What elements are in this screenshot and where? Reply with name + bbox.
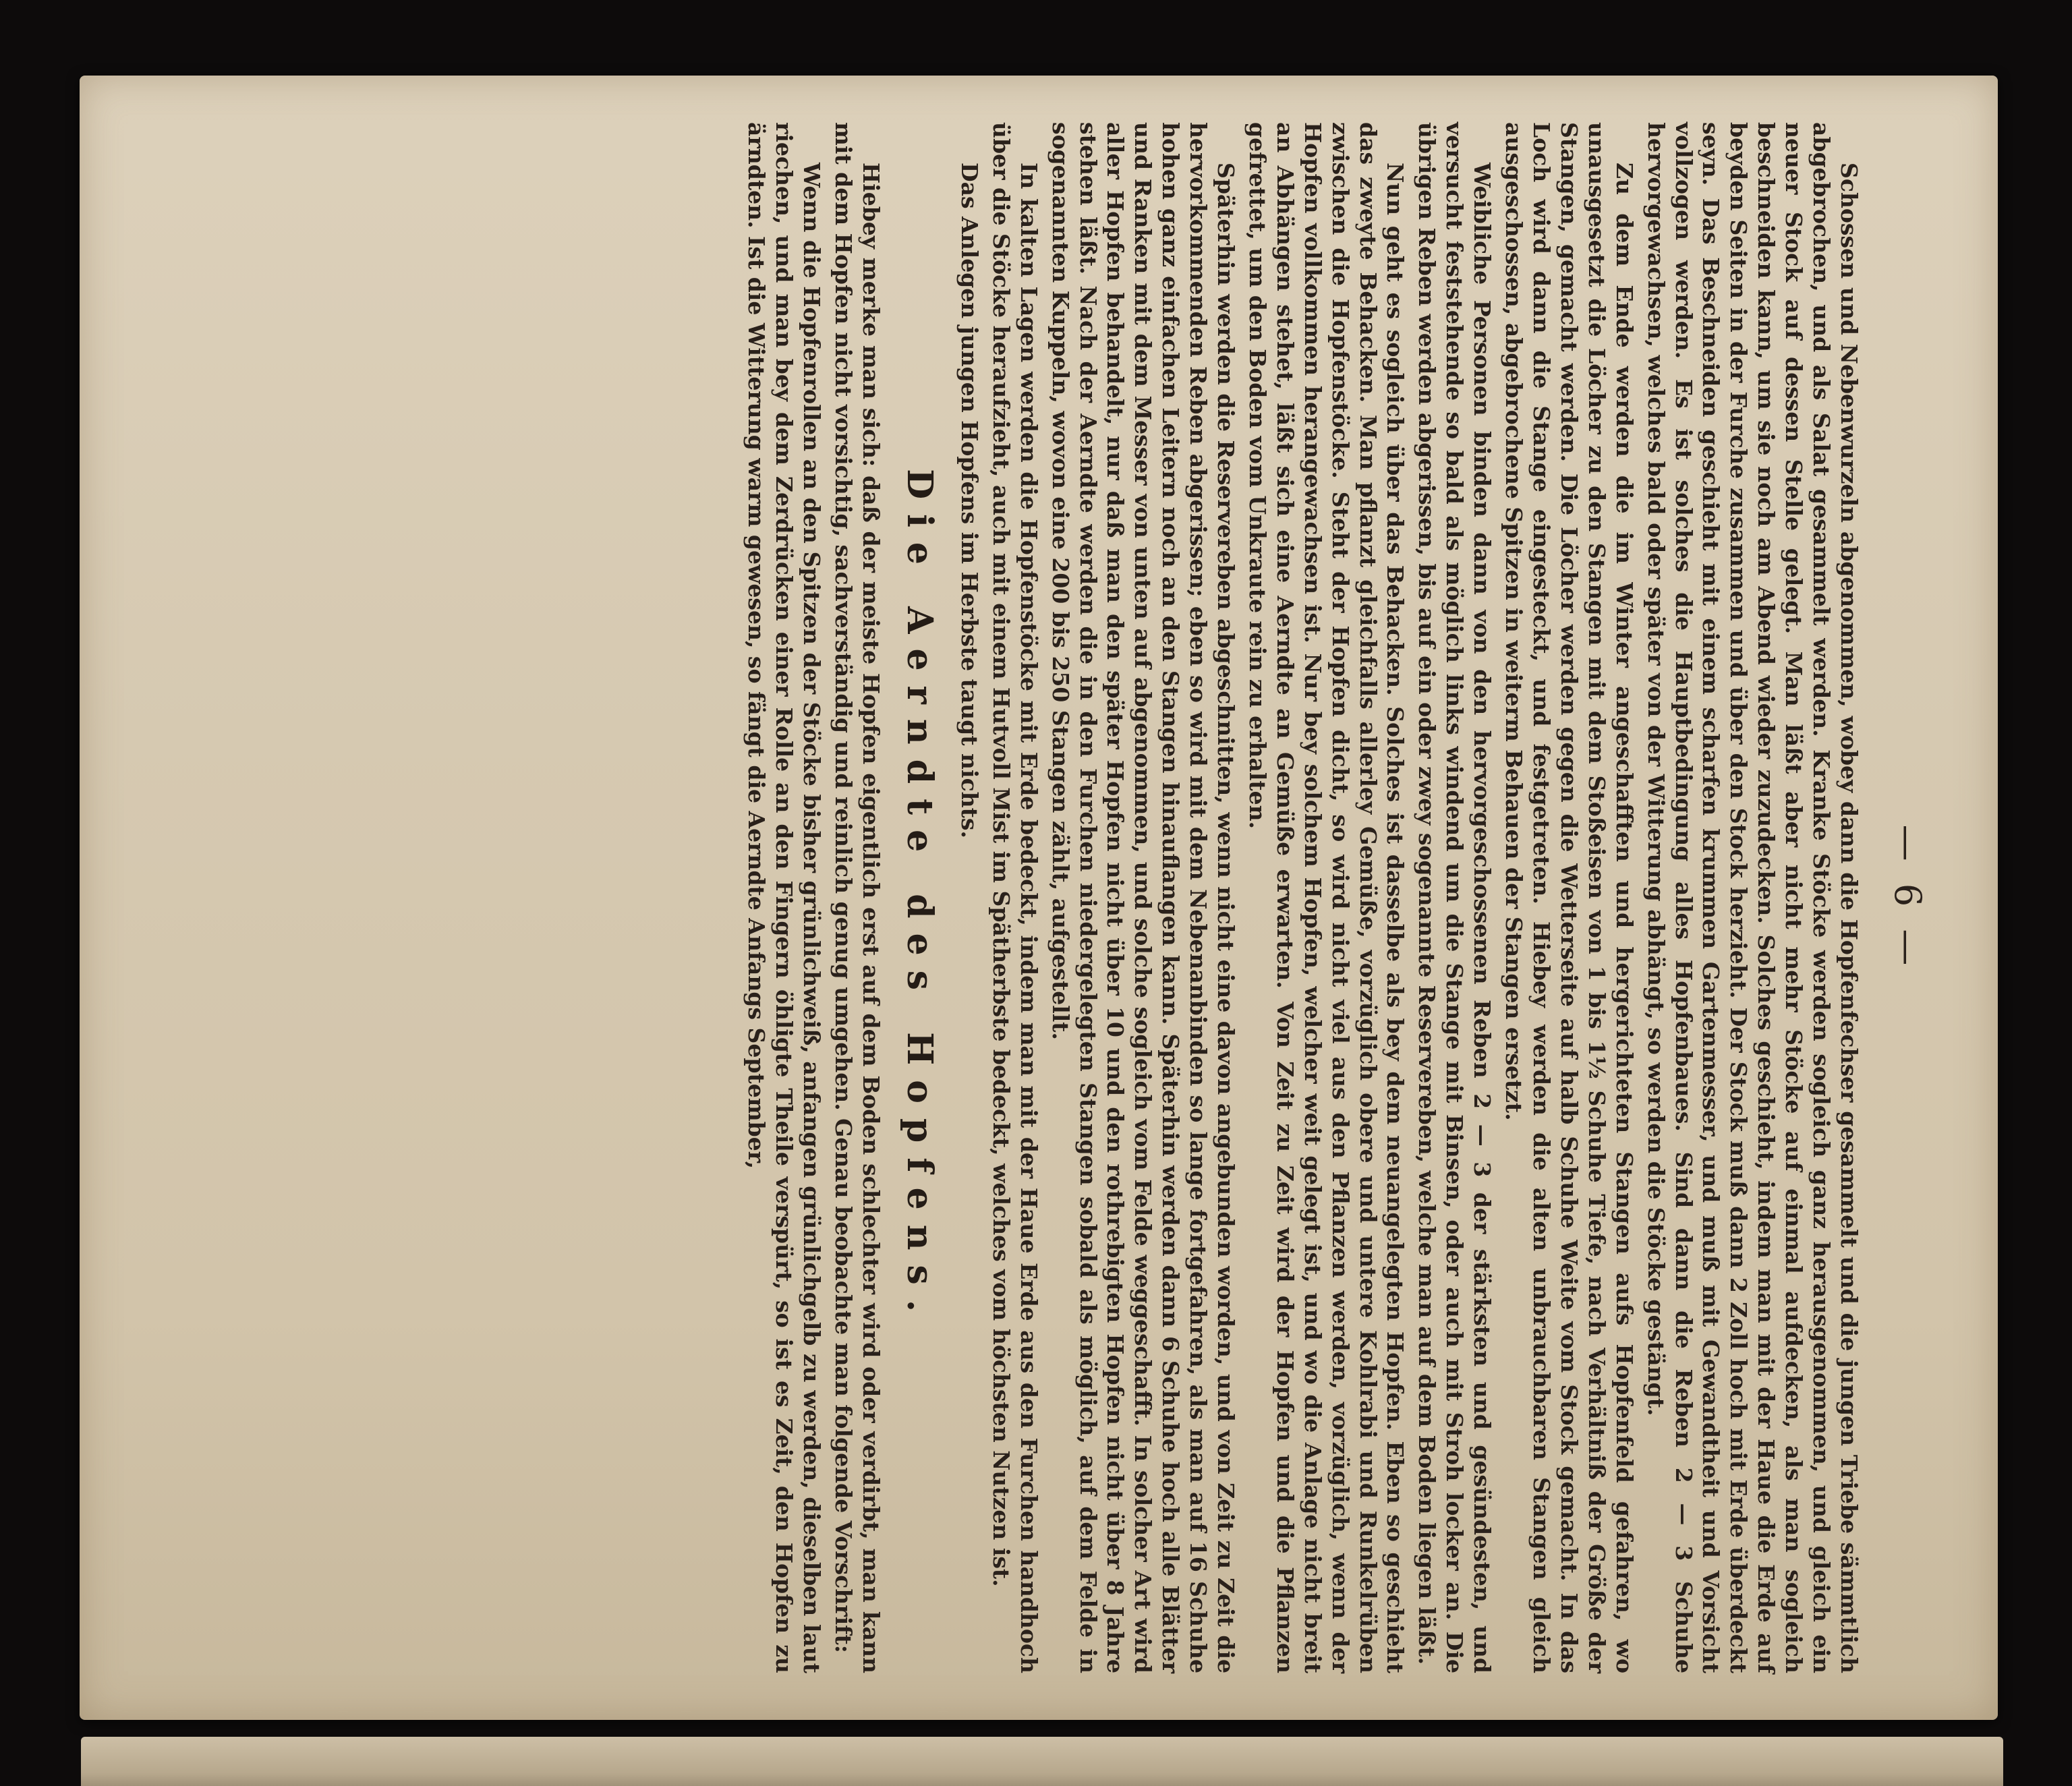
paragraph: In kalten Lagen werden die Hopfenstöcke mit Erde bedeckt, indem man mit der Haue Erde aus den Furchen handhoch über die Stöcke heraufzieht, auch mit einem Hutvoll Mist im Spätherbste bedeckt, welches vom höchsten Nutzen ist. (987, 122, 1042, 1673)
paragraph: Späterhin werden die Reservereben abgeschnitten, wenn nicht eine davon angebunden worden, und von Zeit zu Zeit die hervorkommenden Reben abgerissen; eben so wird mit dem Nebenanbinden so lange fortgefahren, als man auf 16 Schuhe hohen ganz einfachen Leitern noch an den Stangen hinauflangen kann. Späterhin werden dann 6 Schuhe hoch alle Blätter und Ranken mit dem Messer von unten auf abgenommen, und solche sogleich vom Felde weggeschafft. In solcher Art wird aller Hopfen behandelt, nur daß man den später Hopfen nicht über 10 und den rothrebigten Hopfen nicht über 8 Jahre stehen läßt. Nach der Aerndte werden die in den Furchen niedergelegten Stangen sobald als möglich, auf dem Felde in sogenannten Kuppeln, wovon eine 200 bis 250 Stangen zählt, aufgestellt. (1047, 122, 1240, 1673)
page-number: — 6 — (1887, 824, 1929, 971)
rotated-text-block (148, 122, 1929, 1673)
book-page (80, 76, 1998, 1720)
paragraph: Schossen und Nebenwurzeln abgenommen, wobey dann die Hopfenfechser gesammelt und die jungen Triebe sämmtlich abgebrochen, und als Salat gesammelt werden. Kranke Stöcke werden sogleich ganz herausgenommen, und gleich ein neuer Stock auf dessen Stelle gelegt. Man läßt aber nicht mehr Stöcke auf einmal aufdecken, als man sogleich beschneiden kann, um sie noch am Abend wieder zuzudecken. Solches geschieht, indem man mit der Haue die Erde auf beyden Seiten in der Furche zusammen und über den Stock herzieht. Der Stock muß dann 2 Zoll hoch mit Erde überdeckt seyn. Das Beschneiden geschieht mit einem scharfen krummen Gartenmesser, und muß mit Gewandtheit und Vorsicht vollzogen werden. Es ist solches die Hauptbedingung alles Hopfenbaues. Sind dann die Reben 2 — 3 Schuhe hervorgewachsen, welches bald oder später von der Witterung abhängt, so werden die Stöcke gestängt. (1642, 122, 1862, 1673)
paragraph: Zu dem Ende werden die im Winter angeschafften und hergerichteten Stangen aufs Hopfenfeld gefahren, wo unausgesetzt die Löcher zu den Stangen mit dem Stoßeisen von 1 bis 1½ Schuhe Tiefe, nach Verhältniß der Größe der Stangen, gemacht werden. Die Löcher werden gegen die Wetterseite auf halb Schuhe Weite vom Stock gemacht. In das Loch wird dann die Stange eingesteckt, und festgetreten. Hiebey werden die alten unbrauchbaren Stangen gleich ausgeschossen, abgebrochene Spitzen in weiterm Behauen der Stangen ersetzt. (1501, 122, 1638, 1673)
lower-page-edge (81, 1737, 2003, 1786)
paragraph: Wenn die Hopfenrollen an den Spitzen der Stöcke bisher grünlichweiß, anfangen grünlichgelb zu werden, dieselben laut riechen, und man bey dem Zerdrücken einer Rolle an den Fingern öhligte Theile verspürt, so ist es Zeit, den Hopfen zu ärndten. Ist die Witterung warm gewesen, so fängt die Aerndte Anfangs September, (743, 122, 826, 1673)
paragraph: Hiebey merke man sich: daß der meiste Hopfen eigentlich erst auf dem Boden schlechter wird oder verdirbt, man kann mit dem Hopfen nicht vorsichtig, sachverständig und reinlich genug umgehen. Genau beobachte man folgende Vorschrift: (830, 122, 884, 1673)
section-heading: Die Aerndte des Hopfens. (899, 469, 940, 1327)
paragraph: Weibliche Personen binden dann von den hervorgeschossenen Reben 2 — 3 der stärksten und gesündesten, und versucht feststehende so bald als möglich links windend um die Stange mit Binsen, oder auch mit Stroh locker an. Die übrigen Reben werden abgerissen, bis auf ein oder zwey sogenannte Reservereben, welche man auf dem Boden liegen läßt. (1414, 122, 1496, 1673)
paragraph: Das Anlegen jungen Hopfens im Herbste taugt nichts. (956, 163, 983, 838)
paragraph: Nun geht es sogleich über das Behacken. Solches ist dasselbe als bey dem neuangelegten Hopfen. Eben so geschieht das zweyte Behacken. Man pflanzt gleichfalls allerley Gemüße, vorzüglich obere und untere Kohlrabi und Runkelrüben zwischen die Hopfenstöcke. Steht der Hopfen dicht, so wird nicht viel aus den Pflanzen werden, vorzüglich, wenn der Hopfen vollkommen herangewachsen ist. Nur bey solchem Hopfen, welcher weit gelegt ist, und wo die Anlage nicht breit an Abhängen stehet, läßt sich eine Aerndte an Gemüße erwarten. Von Zeit zu Zeit wird der Hopfen und die Pflanzen gefrettet, um den Boden vom Unkraute rein zu erhalten. (1244, 122, 1409, 1673)
